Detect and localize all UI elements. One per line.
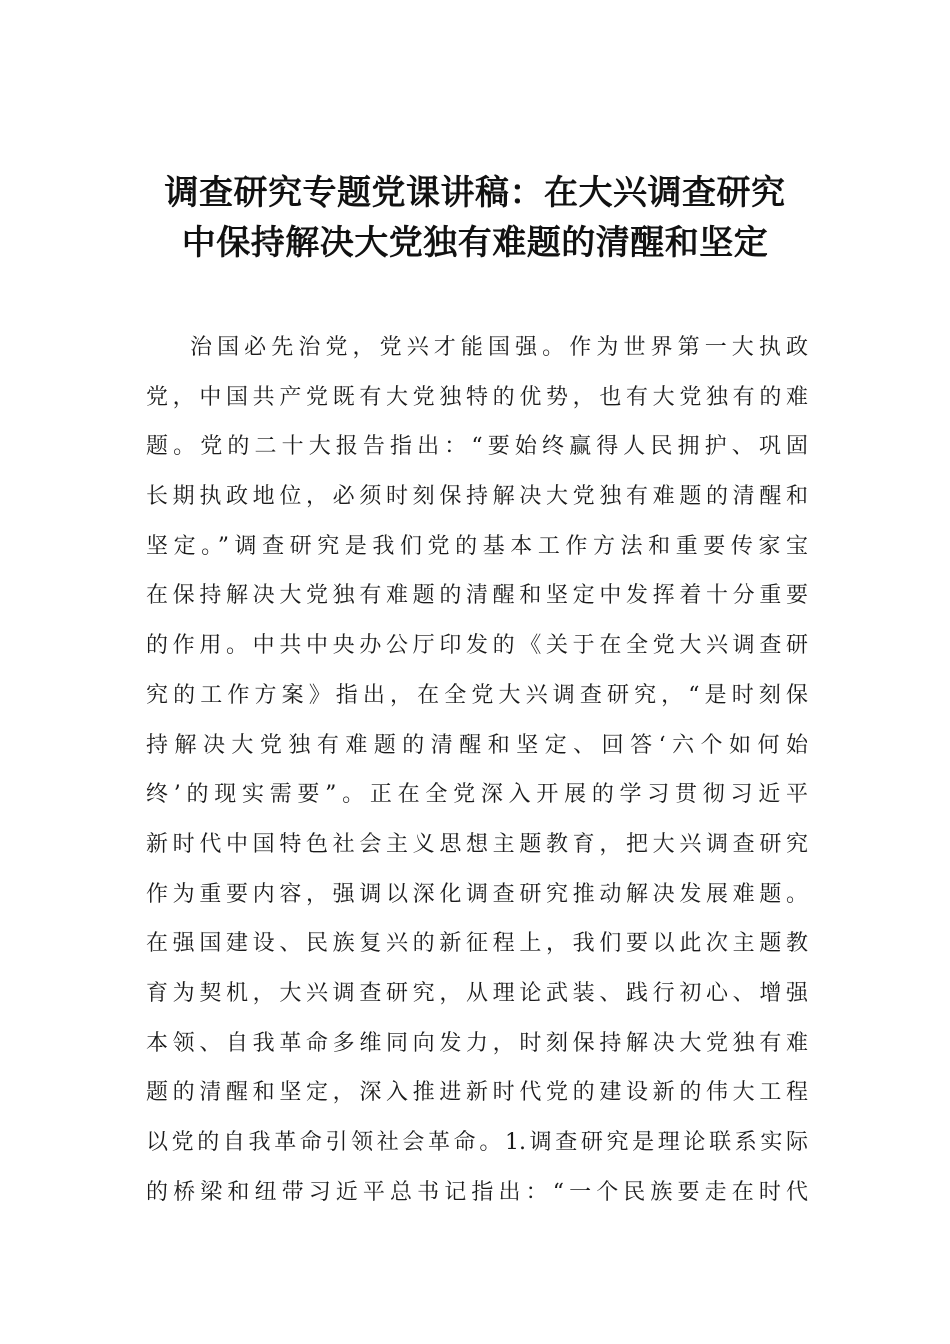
body-line: 党，中国共产党既有大党独特的优势，也有大党独有的难 [146, 384, 808, 410]
title-line-2: 中保持解决大党独有难题的清醒和坚定 [181, 223, 769, 263]
body-line: 的作用。中共中央办公厅印发的《关于在全党大兴调查研 [146, 633, 808, 659]
body-line: 持解决大党独有难题的清醒和坚定、回答‘六个如何始 [146, 732, 808, 758]
body-text [146, 323, 808, 1217]
body-line: 题。党的二十大报告指出：“要始终赢得人民拥护、巩固 [146, 434, 808, 460]
body-line: 终’的现实需要”。正在全党深入开展的学习贯彻习近平 [146, 782, 808, 808]
body-line: 长期执政地位，必须时刻保持解决大党独有难题的清醒和 [146, 484, 808, 510]
body-line: 在保持解决大党独有难题的清醒和坚定中发挥着十分重要 [146, 583, 808, 609]
document-title [100, 168, 850, 268]
body-line: 坚定。”调查研究是我们党的基本工作方法和重要传家宝 [146, 533, 808, 559]
body-line: 在强国建设、民族复兴的新征程上，我们要以此次主题教 [146, 931, 808, 957]
body-line: 的桥梁和纽带习近平总书记指出：“一个民族要走在时代 [146, 1179, 808, 1205]
body-line: 作为重要内容，强调以深化调查研究推动解决发展难题。 [146, 881, 808, 907]
body-line: 究的工作方案》指出，在全党大兴调查研究，“是时刻保 [146, 682, 808, 708]
body-line: 题的清醒和坚定，深入推进新时代党的建设新的伟大工程 [146, 1080, 808, 1106]
body-line: 治国必先治党，党兴才能国强。作为世界第一大执政 [190, 335, 808, 360]
body-line: 育为契机，大兴调查研究，从理论武装、践行初心、增强 [146, 980, 808, 1006]
body-line: 新时代中国特色社会主义思想主题教育，把大兴调查研究 [146, 831, 808, 857]
title-line-1: 调查研究专题党课讲稿：在大兴调查研究 [164, 173, 786, 213]
body-line: 以党的自我革命引领社会革命。1.调查研究是理论联系实际 [146, 1130, 808, 1155]
body-line: 本领、自我革命多维同向发力，时刻保持解决大党独有难 [146, 1030, 808, 1056]
